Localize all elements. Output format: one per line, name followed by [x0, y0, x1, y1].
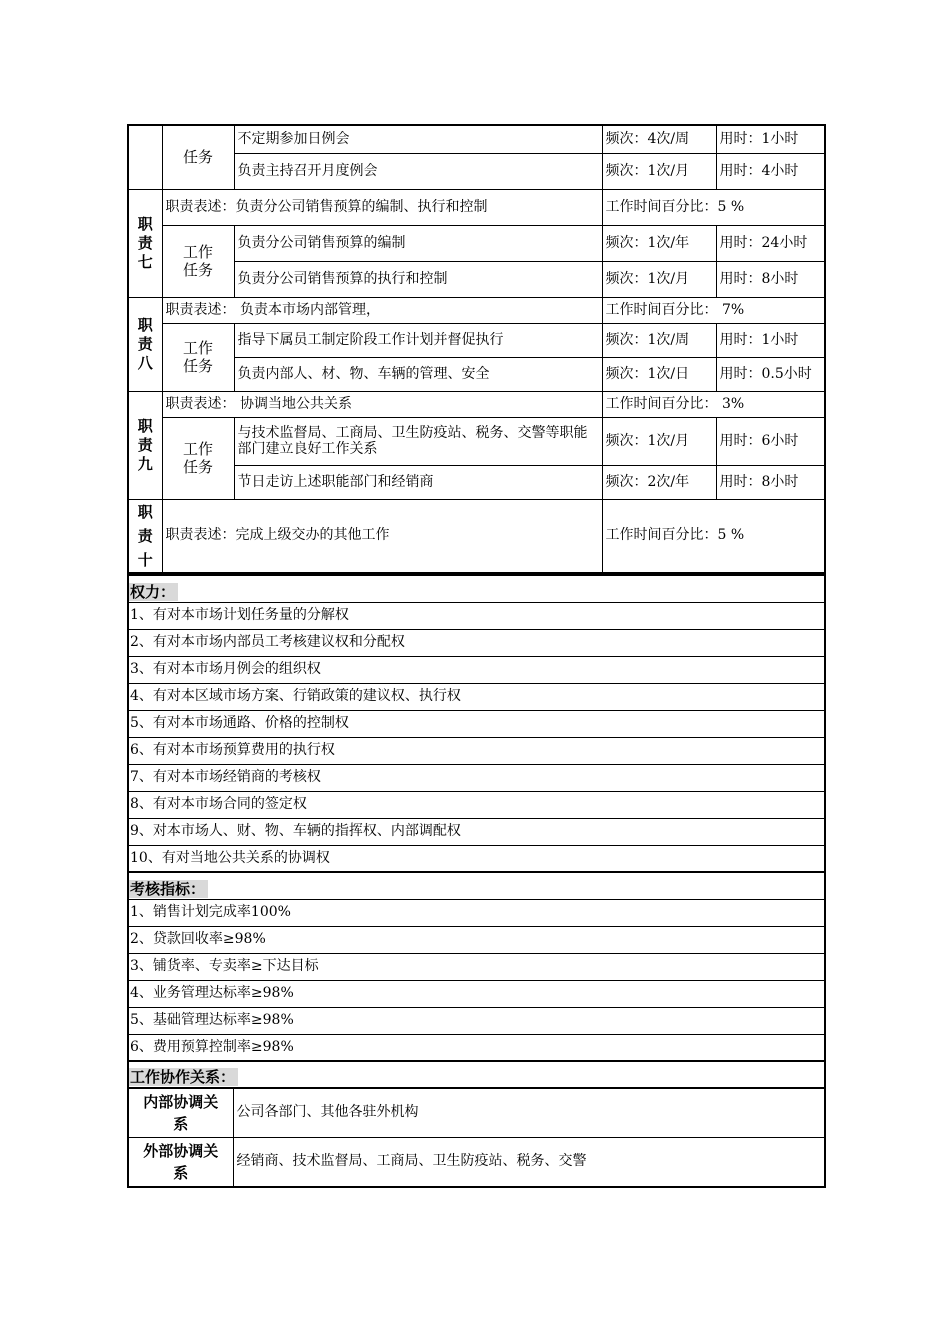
power-item: 8、有对本市场合同的签定权: [128, 791, 825, 818]
task-text: 不定期参加日例会: [234, 125, 602, 153]
power-item: 7、有对本市场经销商的考核权: [128, 764, 825, 791]
task-label: 工作 任务: [162, 225, 234, 297]
task-label: 任务: [162, 125, 234, 189]
section-header-row: [128, 575, 825, 602]
task-frequency: 频次：4次/周: [602, 125, 716, 153]
task-frequency: 频次：1次/月: [602, 417, 716, 465]
task-duration: 用时：4小时: [716, 153, 825, 189]
task-duration: 用时：8小时: [716, 261, 825, 297]
kpi-item: 2、贷款回收率≥98%: [128, 926, 825, 953]
power-item: 10、有对当地公共关系的协调权: [128, 845, 825, 872]
internal-relations-value: 公司各部门、其他各驻外机构: [233, 1088, 825, 1137]
duty-label-empty: [128, 125, 162, 189]
kpi-item: 5、基础管理达标率≥98%: [128, 1007, 825, 1034]
work-time-percentage: 工作时间百分比： 3%: [602, 391, 825, 417]
duty-description-row: [128, 499, 825, 573]
task-text: 负责内部人、材、物、车辆的管理、安全: [234, 357, 602, 391]
power-item: 9、对本市场人、财、物、车辆的指挥权、内部调配权: [128, 818, 825, 845]
power-item: 2、有对本市场内部员工考核建议权和分配权: [128, 629, 825, 656]
kpi-item: 4、业务管理达标率≥98%: [128, 980, 825, 1007]
task-frequency: 频次：1次/周: [602, 323, 716, 357]
duty-label-7: 职 责 七: [128, 189, 162, 297]
duty-description-row: [128, 189, 825, 225]
task-row: [128, 417, 825, 465]
duty-label-9: 职 责 九: [128, 391, 162, 499]
task-frequency: 频次：1次/月: [602, 153, 716, 189]
task-text: 负责分公司销售预算的编制: [234, 225, 602, 261]
kpi-item: 6、费用预算控制率≥98%: [128, 1034, 825, 1061]
internal-relations-label: 内部协调关 系: [128, 1088, 233, 1137]
duty-description: 职责表述：完成上级交办的其他工作: [162, 499, 602, 573]
internal-relations-row: [128, 1088, 825, 1137]
kpi-item: 3、铺货率、专卖率≥下达目标: [128, 953, 825, 980]
task-row: [128, 323, 825, 357]
task-text: 节日走访上述职能部门和经销商: [234, 465, 602, 499]
task-duration: 用时：6小时: [716, 417, 825, 465]
task-frequency: 频次：1次/年: [602, 225, 716, 261]
duty-description-row: [128, 297, 825, 323]
power-item: 3、有对本市场月例会的组织权: [128, 656, 825, 683]
task-frequency: 频次：1次/日: [602, 357, 716, 391]
power-item: 4、有对本区域市场方案、行销政策的建议权、执行权: [128, 683, 825, 710]
responsibilities-table: [127, 124, 826, 574]
task-duration: 用时：8小时: [716, 465, 825, 499]
work-time-percentage: 工作时间百分比： 7%: [602, 297, 825, 323]
task-text: 负责主持召开月度例会: [234, 153, 602, 189]
section-header-row: [128, 872, 825, 899]
task-duration: 用时：0.5小时: [716, 357, 825, 391]
task-frequency: 频次：1次/月: [602, 261, 716, 297]
powers-section-title: 权力：: [129, 583, 178, 601]
external-relations-row: [128, 1137, 825, 1187]
power-item: 1、有对本市场计划任务量的分解权: [128, 602, 825, 629]
task-text: 指导下属员工制定阶段工作计划并督促执行: [234, 323, 602, 357]
task-frequency: 频次：2次/年: [602, 465, 716, 499]
duty-label-8: 职 责 八: [128, 297, 162, 391]
task-duration: 用时：1小时: [716, 323, 825, 357]
section-header-row: [128, 1061, 825, 1088]
external-relations-label: 外部协调关 系: [128, 1137, 233, 1187]
duty-description: 职责表述：负责分公司销售预算的编制、执行和控制: [162, 189, 602, 225]
task-label: 工作 任务: [162, 417, 234, 499]
kpis-section-title: 考核指标：: [129, 880, 208, 898]
job-description-document: [127, 124, 824, 1188]
duty-label-10: 职 责 十: [128, 499, 162, 573]
external-relations-value: 经销商、技术监督局、工商局、卫生防疫站、税务、交警: [233, 1137, 825, 1187]
task-duration: 用时：1小时: [716, 125, 825, 153]
kpi-item: 1、销售计划完成率100%: [128, 899, 825, 926]
task-text: 与技术监督局、工商局、卫生防疫站、税务、交警等职能部门建立良好工作关系: [234, 417, 602, 465]
task-label: 工作 任务: [162, 323, 234, 391]
work-time-percentage: 工作时间百分比：5 %: [602, 499, 825, 573]
duty-description-row: [128, 391, 825, 417]
power-item: 5、有对本市场通路、价格的控制权: [128, 710, 825, 737]
task-row: [128, 125, 825, 153]
relations-section-title: 工作协作关系：: [129, 1068, 238, 1086]
power-item: 6、有对本市场预算费用的执行权: [128, 737, 825, 764]
powers-kpi-relations-table: [127, 574, 826, 1188]
duty-description: 职责表述： 协调当地公共关系: [162, 391, 602, 417]
duty-description: 职责表述： 负责本市场内部管理，: [162, 297, 602, 323]
task-text: 负责分公司销售预算的执行和控制: [234, 261, 602, 297]
task-row: [128, 225, 825, 261]
work-time-percentage: 工作时间百分比：5 %: [602, 189, 825, 225]
task-duration: 用时：24小时: [716, 225, 825, 261]
